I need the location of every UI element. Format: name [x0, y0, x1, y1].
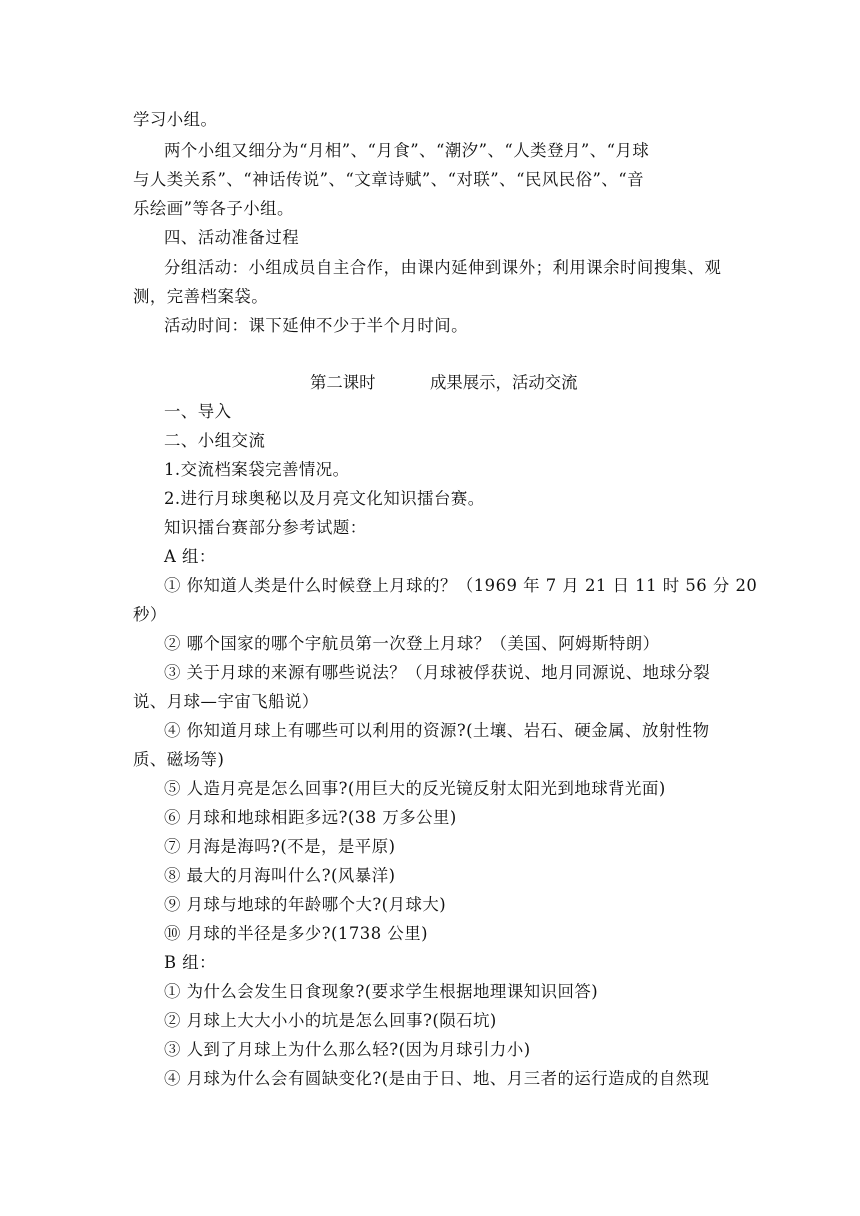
- question-item: ① 为什么会发生日食现象?(要求学生根据地理课知识回答): [164, 982, 599, 1001]
- section-heading: 二、小组交流: [164, 431, 266, 450]
- lesson-title-period: 第二课时: [310, 373, 376, 392]
- list-item: 1.交流档案袋完善情况。: [164, 460, 350, 479]
- paragraph-line: 测，完善档案袋。: [133, 287, 269, 306]
- question-item: ⑦ 月海是海吗?(不是，是平原): [164, 837, 396, 856]
- question-item: ⑤ 人造月亮是怎么回事?(用巨大的反光镜反射太阳光到地球背光面): [164, 779, 666, 798]
- question-item: 说、月球—宇宙飞船说）: [133, 692, 319, 711]
- question-item: ② 月球上大大小小的坑是怎么回事?(陨石坑): [164, 1011, 497, 1030]
- paragraph-line: 活动时间：课下延伸不少于半个月时间。: [164, 316, 469, 335]
- question-item: ⑩ 月球的半径是多少?(1738 公里): [164, 924, 429, 943]
- question-item: ④ 月球为什么会有圆缺变化?(是由于日、地、月三者的运行造成的自然现: [164, 1069, 710, 1088]
- question-item: ⑥ 月球和地球相距多远?(38 万多公里): [164, 808, 457, 827]
- question-item: ③ 人到了月球上为什么那么轻?(因为月球引力小): [164, 1040, 531, 1059]
- section-heading: 一、导入: [164, 402, 232, 421]
- paragraph-line: 与人类关系”、“神话传说”、“文章诗赋”、“对联”、“民风民俗”、“音: [133, 170, 645, 189]
- list-item: 2.进行月球奥秘以及月亮文化知识擂台赛。: [164, 489, 485, 508]
- paragraph-line: 学习小组。: [133, 110, 218, 129]
- paragraph-line: 知识擂台赛部分参考试题：: [164, 518, 367, 537]
- question-item: 秒）: [133, 605, 167, 624]
- question-item: ① 你知道人类是什么时候登上月球的？（1969 年 7 月 21 日 11 时 56 分 20: [164, 576, 758, 595]
- section-heading: 四、活动准备过程: [164, 228, 300, 247]
- lesson-title-topic: 成果展示，活动交流: [430, 373, 578, 392]
- paragraph-line: 两个小组又细分为“月相”、“月食”、“潮汐”、“人类登月”、“月球: [164, 141, 650, 160]
- question-item: ⑨ 月球与地球的年龄哪个大?(月球大): [164, 895, 447, 914]
- group-label: A 组：: [164, 547, 216, 566]
- group-label: B 组：: [164, 953, 217, 972]
- question-item: 质、磁场等): [133, 750, 225, 769]
- paragraph-line: 乐绘画”等各子小组。: [133, 199, 294, 218]
- question-item: ④ 你知道月球上有哪些可以利用的资源?(土壤、岩石、硬金属、放射性物: [164, 721, 710, 740]
- paragraph-line: 分组活动：小组成员自主合作，由课内延伸到课外；利用课余时间搜集、观: [164, 258, 722, 277]
- question-item: ⑧ 最大的月海叫什么?(风暴洋): [164, 866, 396, 885]
- question-item: ② 哪个国家的哪个宇航员第一次登上月球？（美国、阿姆斯特朗）: [164, 634, 660, 653]
- question-item: ③ 关于月球的来源有哪些说法？（月球被俘获说、地月同源说、地球分裂: [164, 663, 711, 682]
